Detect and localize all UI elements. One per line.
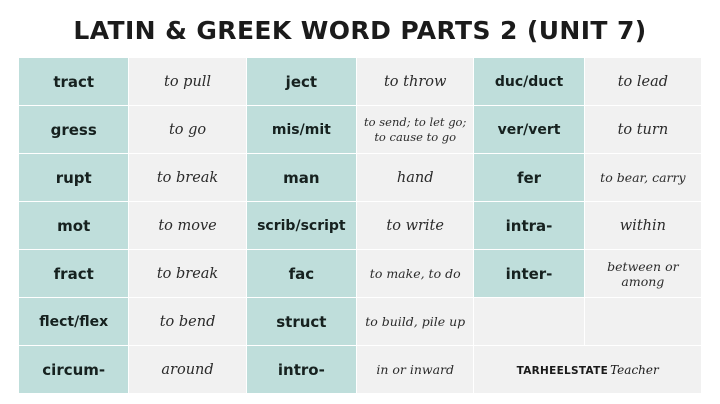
table-row bbox=[19, 202, 702, 250]
definition-cell: to go bbox=[129, 106, 246, 154]
term-cell: mot bbox=[19, 202, 129, 250]
table-row bbox=[19, 250, 702, 298]
definition-cell: to bend bbox=[129, 298, 246, 346]
definition-cell: to make, to do bbox=[357, 250, 474, 298]
term-cell: mis/mit bbox=[246, 106, 356, 154]
definition-cell: to turn bbox=[584, 106, 701, 154]
definition-cell: to write bbox=[357, 202, 474, 250]
term-cell: duc/duct bbox=[474, 58, 584, 106]
term-cell: gress bbox=[19, 106, 129, 154]
term-cell: ject bbox=[246, 58, 356, 106]
definition-cell: to send; to let go; to cause to go bbox=[357, 106, 474, 154]
definition-cell: to build, pile up bbox=[357, 298, 474, 346]
table-row bbox=[19, 154, 702, 202]
definition-cell: to bear, carry bbox=[584, 154, 701, 202]
term-cell: struct bbox=[246, 298, 356, 346]
term-cell: scrib/script bbox=[246, 202, 356, 250]
definition-cell: within bbox=[584, 202, 701, 250]
brand-name-secondary: Teacher bbox=[610, 362, 659, 377]
word-parts-table bbox=[18, 57, 702, 394]
table-row bbox=[19, 346, 702, 394]
definition-cell: to lead bbox=[584, 58, 701, 106]
page-title: LATIN & GREEK WORD PARTS 2 (UNIT 7) bbox=[73, 16, 647, 45]
definition-cell: around bbox=[129, 346, 246, 394]
term-cell: intra- bbox=[474, 202, 584, 250]
definition-cell: in or inward bbox=[357, 346, 474, 394]
term-cell: fac bbox=[246, 250, 356, 298]
empty-cell bbox=[584, 298, 701, 346]
definition-cell: to move bbox=[129, 202, 246, 250]
definition-cell: to break bbox=[129, 250, 246, 298]
term-cell: tract bbox=[19, 58, 129, 106]
definition-cell: hand bbox=[357, 154, 474, 202]
term-cell: man bbox=[246, 154, 356, 202]
term-cell: fract bbox=[19, 250, 129, 298]
term-cell: ver/vert bbox=[474, 106, 584, 154]
brand-name-primary: TARHEELSTATE bbox=[516, 364, 609, 377]
term-cell: circum- bbox=[19, 346, 129, 394]
table-row bbox=[19, 298, 702, 346]
brand-logo bbox=[474, 346, 702, 394]
term-cell: rupt bbox=[19, 154, 129, 202]
definition-cell: to break bbox=[129, 154, 246, 202]
term-cell: intro- bbox=[246, 346, 356, 394]
definition-cell: between or among bbox=[584, 250, 701, 298]
empty-cell bbox=[474, 298, 584, 346]
definition-cell: to throw bbox=[357, 58, 474, 106]
definition-cell: to pull bbox=[129, 58, 246, 106]
table-row bbox=[19, 106, 702, 154]
table-row bbox=[19, 58, 702, 106]
table-container bbox=[18, 57, 702, 394]
term-cell: fer bbox=[474, 154, 584, 202]
term-cell: flect/flex bbox=[19, 298, 129, 346]
term-cell: inter- bbox=[474, 250, 584, 298]
